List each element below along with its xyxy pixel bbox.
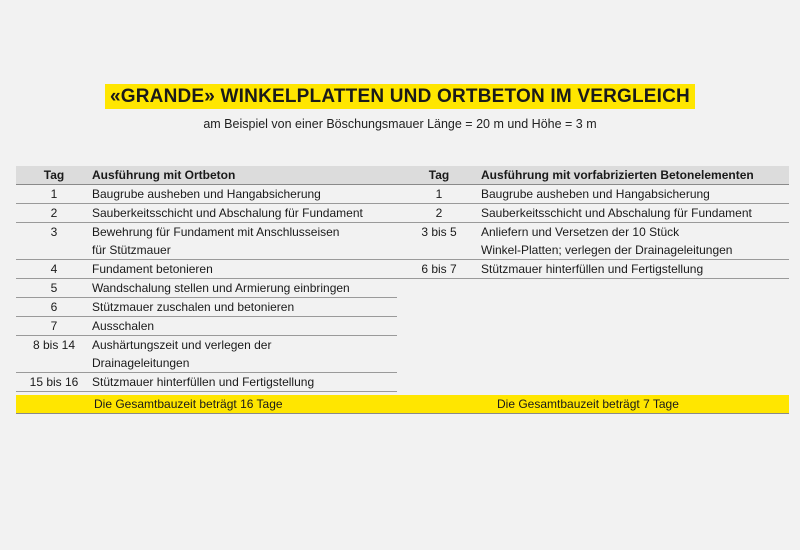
- row-desc-line: Winkel-Platten; verlegen der Drainageleitungen: [481, 243, 733, 257]
- header-desc: Ausführung mit vorfabrizierten Betonelementen: [481, 168, 754, 182]
- table-row: [16, 336, 397, 373]
- row-tag: 3: [50, 225, 58, 239]
- page-subtitle: am Beispiel von einer Böschungsmauer Länge = 20 m und Höhe = 3 m: [203, 117, 597, 131]
- total-left: Die Gesamtbauzeit beträgt 16 Tage: [94, 397, 283, 411]
- table-row: [16, 223, 397, 260]
- row-tag: 7: [50, 319, 58, 333]
- page-title: «GRANDE» WINKELPLATTEN UND ORTBETON IM VERGLEICH: [105, 84, 695, 109]
- row-tag: 5: [50, 281, 58, 295]
- row-desc-line: Anliefern und Versetzen der 10 Stück: [481, 225, 680, 239]
- total-right: Die Gesamtbauzeit beträgt 7 Tage: [497, 397, 679, 411]
- table-row: [16, 279, 397, 298]
- row-tag: 6 bis 7: [421, 262, 457, 276]
- row-desc: [481, 223, 789, 259]
- row-desc-line: Aushärtungszeit und verlegen der: [92, 338, 272, 352]
- row-desc: Baugrube ausheben und Hangabsicherung: [481, 187, 710, 201]
- row-desc: Sauberkeitsschicht und Abschalung für Fundament: [481, 206, 752, 220]
- row-desc: Fundament betonieren: [92, 262, 213, 276]
- row-tag: 2: [435, 206, 443, 220]
- row-desc: Stützmauer zuschalen und betonieren: [92, 300, 295, 314]
- row-tag: 3 bis 5: [421, 225, 457, 239]
- table-header: [397, 166, 789, 185]
- row-tag: 15 bis 16: [29, 375, 79, 389]
- header-tag: Tag: [43, 168, 65, 182]
- fertigteil-table: [397, 166, 789, 279]
- table-header: [16, 166, 397, 185]
- row-desc-line: Drainageleitungen: [92, 356, 190, 370]
- row-desc-line: für Stützmauer: [92, 243, 171, 257]
- table-row: [397, 223, 789, 260]
- ortbeton-table: [16, 166, 397, 392]
- row-desc: Wandschalung stellen und Armierung einbringen: [92, 281, 350, 295]
- row-desc: Stützmauer hinterfüllen und Fertigstellung: [92, 375, 315, 389]
- header-tag: Tag: [428, 168, 450, 182]
- row-desc: [92, 336, 397, 372]
- table-row: [16, 373, 397, 392]
- row-tag: 6: [50, 300, 58, 314]
- table-row: [397, 185, 789, 204]
- row-tag: 2: [50, 206, 58, 220]
- table-row: [16, 317, 397, 336]
- total-row: [16, 395, 789, 414]
- table-row: [16, 298, 397, 317]
- table-row: [16, 185, 397, 204]
- row-desc: Ausschalen: [92, 319, 155, 333]
- row-tag: 1: [50, 187, 58, 201]
- header-desc: Ausführung mit Ortbeton: [92, 168, 236, 182]
- table-row: [16, 204, 397, 223]
- row-tag: 4: [50, 262, 58, 276]
- row-tag: 8 bis 14: [32, 338, 76, 352]
- row-desc: Baugrube ausheben und Hangabsicherung: [92, 187, 321, 201]
- table-row: [16, 260, 397, 279]
- table-row: [397, 260, 789, 279]
- row-tag: 1: [435, 187, 443, 201]
- table-row: [397, 204, 789, 223]
- row-desc-line: Bewehrung für Fundament mit Anschlusseisen: [92, 225, 340, 239]
- row-desc: [92, 223, 397, 259]
- row-desc: Stützmauer hinterfüllen und Fertigstellung: [481, 262, 704, 276]
- title-wrap: [0, 84, 800, 109]
- row-desc: Sauberkeitsschicht und Abschalung für Fundament: [92, 206, 363, 220]
